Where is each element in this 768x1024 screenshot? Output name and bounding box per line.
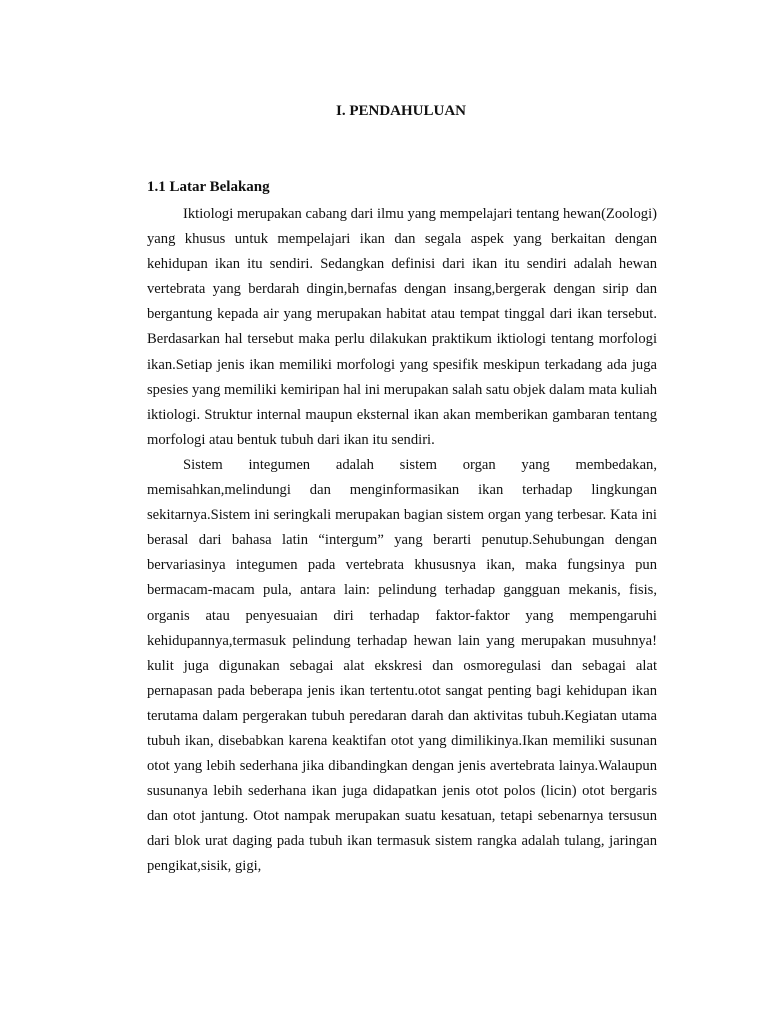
paragraph-sistem-integumen: Sistem integumen adalah sistem organ yang membedakan, memisahkan,melindungi dan menginformasikan ikan terhadap lingkungan sekitarnya.Sistem ini seringkali merupakan bagian sistem organ yang terbesar. Kata ini berasal dari bahasa latin “intergum” yang berarti penutup.Sehubungan dengan bervariasinya integumen pada vertebrata khususnya ikan, maka fungsinya pun bermacam-macam pula, antara lain: pelindung terhadap gangguan mekanis, fisis, organis atau penyesuaian diri terhadap faktor-faktor yang mempengaruhi kehidupannya,termasuk pelindung terhadap hewan lain yang merupakan musuhnya! kulit juga digunakan sebagai alat ekskresi dan osmoregulasi dan sebagai alat pernapasan pada beberapa jenis ikan tertentu.otot sangat penting bagi kehidupan ikan terutama dalam pergerakan tubuh peredaran darah dan aktivitas tubuh.Kegiatan utama tubuh ikan, disebabkan karena keaktifan otot yang dimilikinya.Ikan memiliki susunan otot yang lebih sederhana jika dibandingkan dengan jenis avertebrata lainya.Walaupun susunanya lebih sederhana ikan juga didapatkan jenis otot polos (licin) otot bergaris dan otot jantung. Otot nampak merupakan suatu kesatuan, tetapi sebenarnya tersusun dari blok urat daging pada tubuh ikan termasuk sistem rangka adalah tulang, jaringan pengikat,sisik, gigi, xyxy=(147,456,657,875)
paragraph-iktiologi: Iktiologi merupakan cabang dari ilmu yang mempelajari tentang hewan(Zoologi) yang khusus untuk mempelajari ikan dan segala aspek yang berkaitan dengan kehidupan ikan itu sendiri. Sedangkan definisi dari ikan itu sendiri adalah hewan vertebrata yang berdarah dingin,bernafas dengan insang,bergerak dengan sirip dan bergantung kepada air yang merupakan habitat atau tempat tinggal dari ikan tersebut. Berdasarkan hal tersebut maka perlu dilakukan praktikum iktiologi tentang morfologi ikan.Setiap jenis ikan memiliki morfologi yang spesifik meskipun terkadang ada juga spesies yang memiliki kemiripan hal ini merupakan salah satu objek dalam mata kuliah iktiologi. Struktur internal maupun eksternal ikan akan memberikan gambaran tentang morfologi atau bentuk tubuh dari ikan itu sendiri. xyxy=(147,206,657,448)
chapter-title: I. PENDAHULUAN xyxy=(335,103,466,119)
body-text xyxy=(147,202,657,880)
section-heading: 1.1 Latar Belakang xyxy=(147,179,270,195)
